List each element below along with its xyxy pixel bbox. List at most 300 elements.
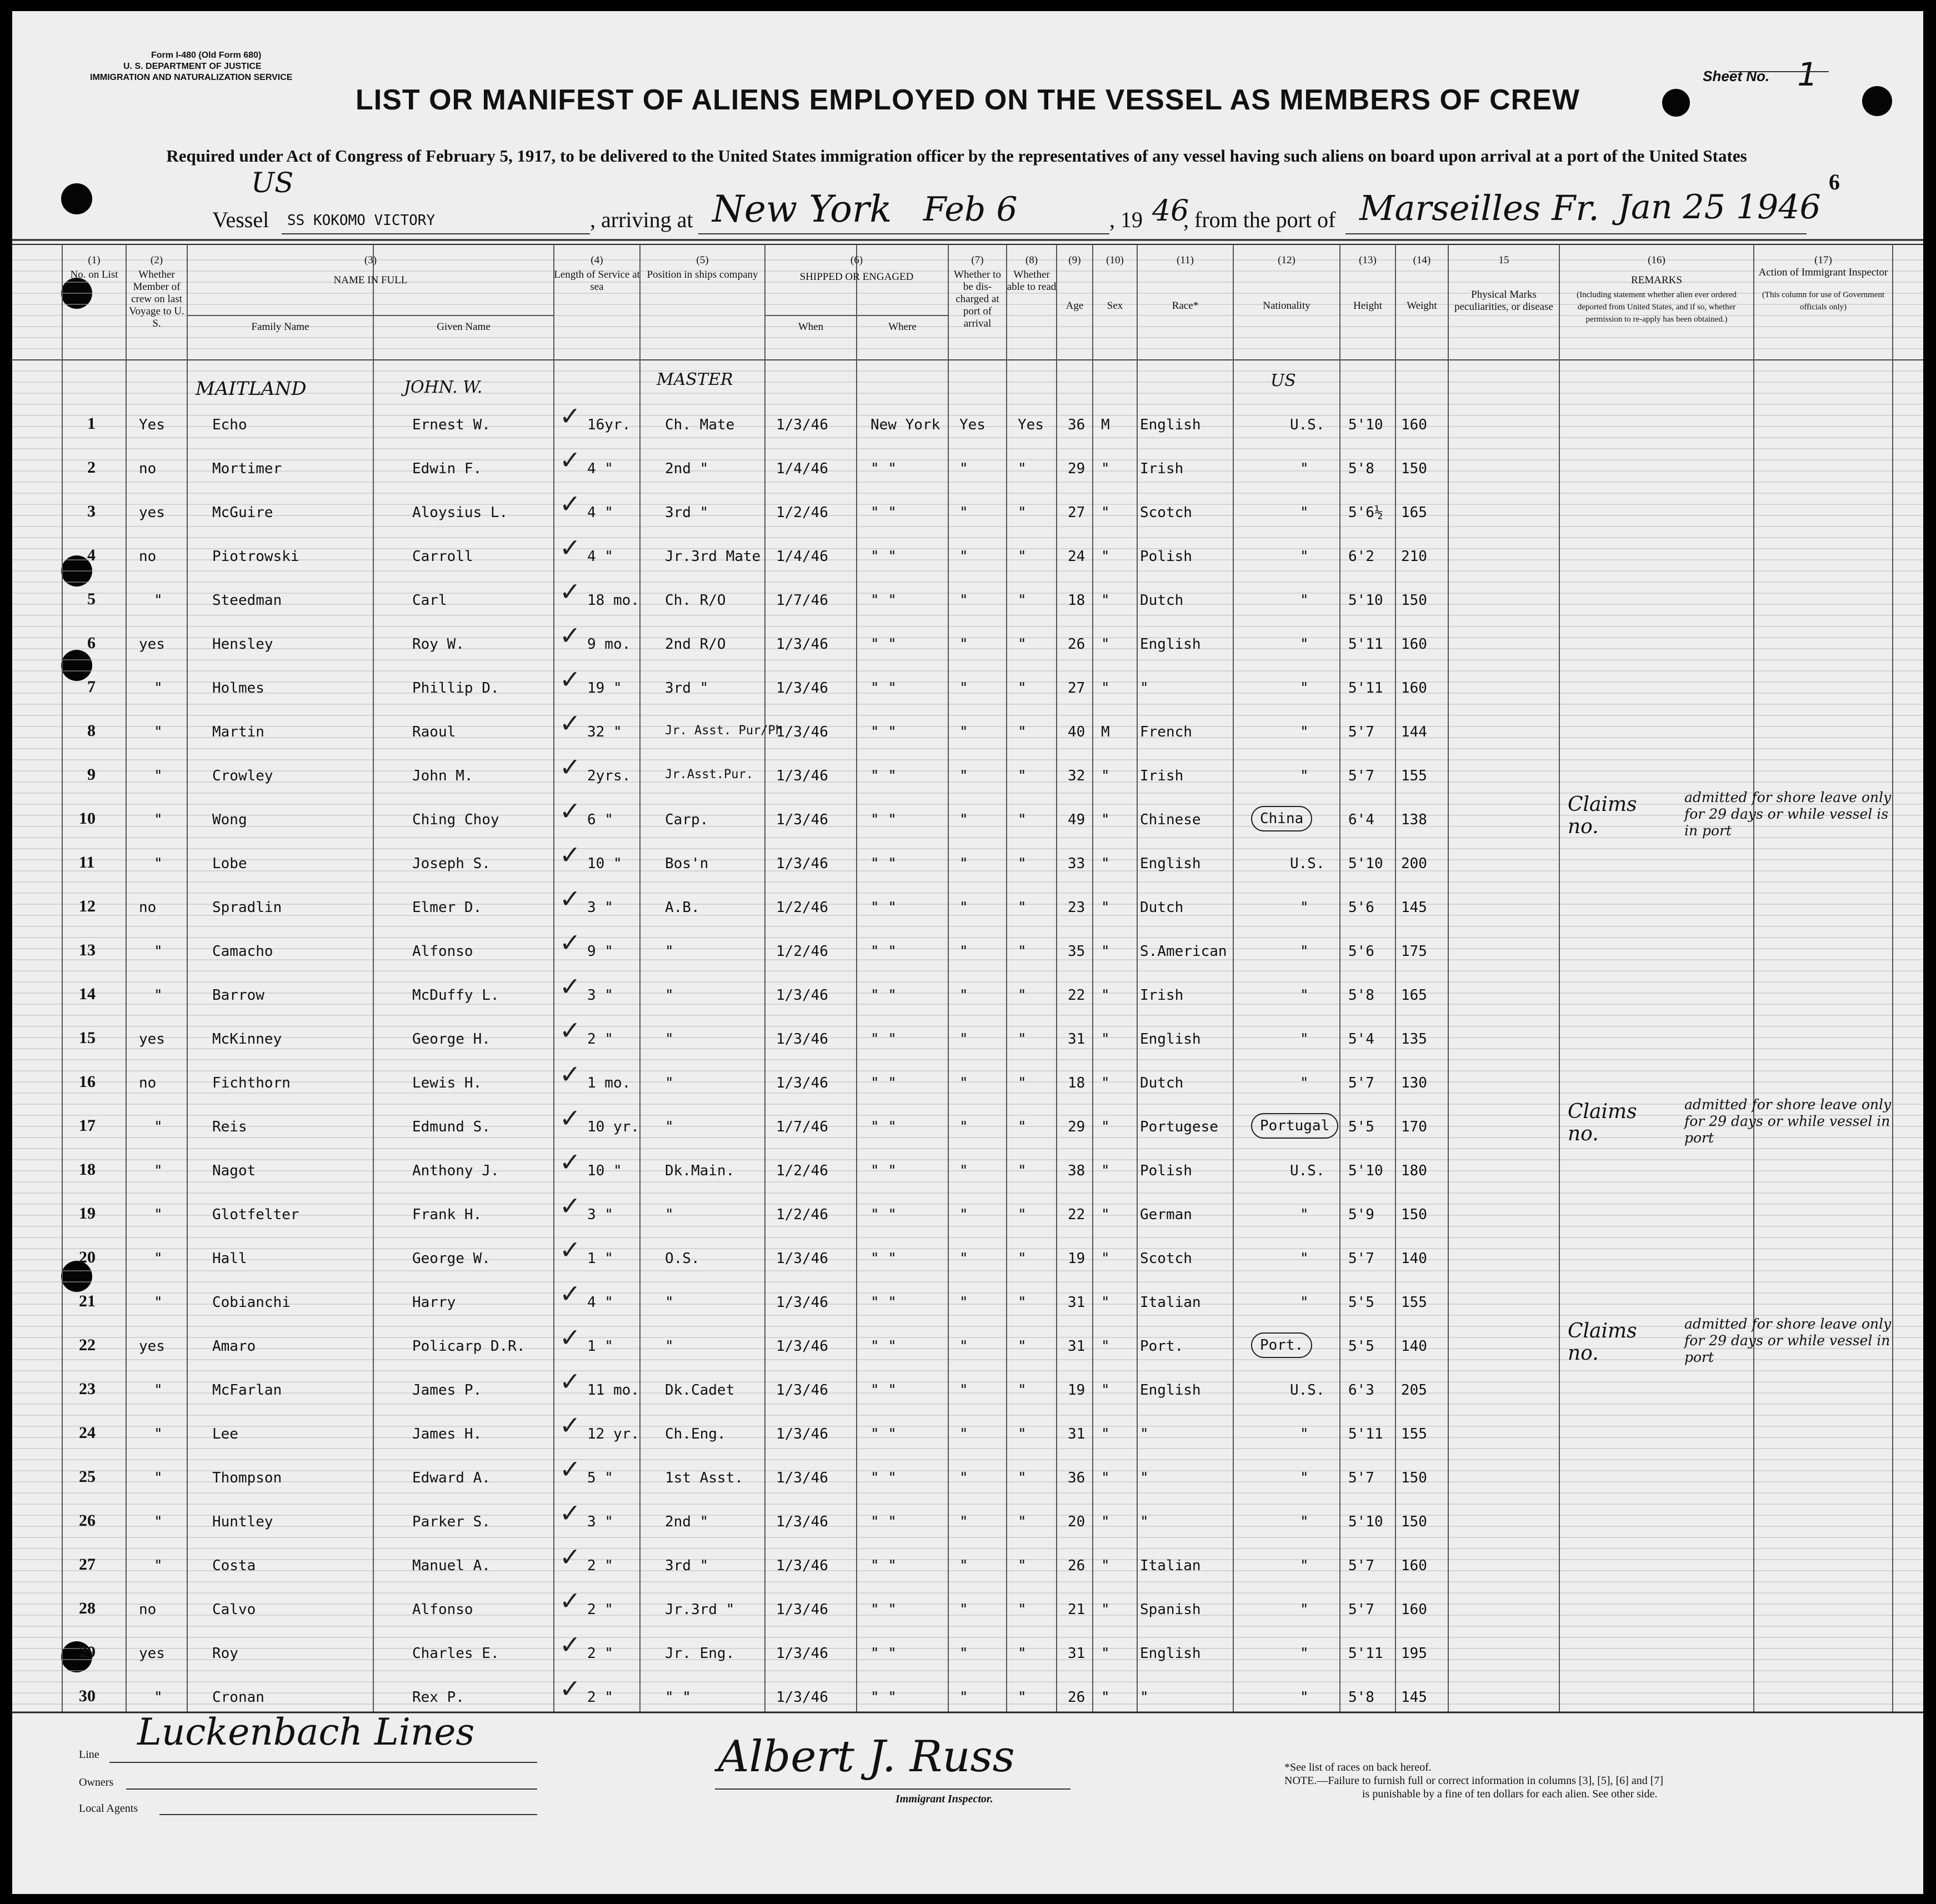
height: 5'7: [1348, 1250, 1374, 1267]
nationality: ": [1300, 943, 1309, 960]
member-last-voyage: ": [154, 592, 163, 609]
given-name: Harry: [412, 1294, 456, 1311]
family-name: Barrow: [212, 987, 264, 1004]
weight: 150: [1401, 592, 1427, 609]
col-age: [1057, 254, 1093, 312]
shipped-when: 1/2/46: [776, 504, 828, 521]
given-name: Edmund S.: [412, 1119, 491, 1135]
line-underline: [109, 1762, 537, 1763]
age: 31: [1068, 1426, 1085, 1442]
races-note: *See list of races on back hereof.: [1284, 1761, 1432, 1773]
shipped-when: 1/4/46: [776, 460, 828, 477]
able-to-read: ": [1018, 1294, 1027, 1311]
family-name: McKinney: [212, 1031, 282, 1048]
position: O.S.: [665, 1250, 700, 1267]
shipped-where: " ": [871, 855, 897, 872]
weight: 144: [1401, 724, 1427, 740]
able-to-read: ": [1018, 1470, 1027, 1486]
height: 5'6: [1348, 899, 1374, 916]
sex: ": [1101, 548, 1110, 565]
shipped-when: 1/3/46: [776, 1338, 828, 1355]
service-length: 1 mo.: [587, 1075, 631, 1091]
member-last-voyage: no: [139, 899, 157, 916]
master-nationality: US: [1270, 371, 1296, 390]
col-height-number: (13): [1359, 254, 1377, 266]
sex: ": [1101, 1294, 1110, 1311]
age: 33: [1068, 855, 1085, 872]
weight: 160: [1401, 1601, 1427, 1618]
age: 36: [1068, 417, 1085, 433]
col-age-label: Age: [1065, 300, 1084, 312]
weight: 210: [1401, 548, 1427, 565]
col-name-in-full: [187, 254, 554, 287]
from-underline: [1345, 233, 1807, 234]
race: English: [1140, 855, 1201, 872]
given-name: Roy W.: [412, 636, 464, 653]
col-height: [1340, 254, 1395, 312]
shipped-when: 1/3/46: [776, 1426, 828, 1442]
height: 5'4: [1348, 1031, 1374, 1048]
service-length: 2 ": [587, 1645, 613, 1662]
from-date: Jan 25 1946: [1618, 188, 1821, 227]
discharged: ": [959, 811, 968, 828]
check-mark-icon: ✓: [559, 664, 581, 694]
family-name: Hall: [212, 1250, 247, 1267]
shipped-when: 1/3/46: [776, 768, 828, 784]
remark-claims: Claims no.: [1568, 1320, 1637, 1365]
nationality: ": [1300, 1645, 1309, 1662]
shipped-where: " ": [871, 987, 897, 1004]
member-last-voyage: no: [139, 548, 157, 565]
remark-claims: Claims no.: [1568, 793, 1637, 838]
race: ": [1140, 1514, 1149, 1530]
race: Polish: [1140, 548, 1192, 565]
col-remarks: [1559, 254, 1754, 287]
row-number: 29: [79, 1643, 96, 1661]
height: 5'7: [1348, 1075, 1374, 1091]
owners-underline: [126, 1788, 537, 1790]
shipped-where: " ": [871, 548, 897, 565]
given-name: Alfonso: [412, 1601, 473, 1618]
vessel-underline: [282, 233, 590, 234]
discharged: ": [959, 1338, 968, 1355]
race: Irish: [1140, 460, 1184, 477]
family-name: Martin: [212, 724, 264, 740]
nationality: ": [1300, 1557, 1309, 1574]
col-no-number: (1): [88, 254, 101, 266]
weight: 155: [1401, 768, 1427, 784]
shipped-when: 1/3/46: [776, 1557, 828, 1574]
able-to-read: ": [1018, 1031, 1027, 1048]
row-number: 13: [79, 941, 96, 959]
able-to-read: ": [1018, 943, 1027, 960]
service-length: 10 yr.: [587, 1119, 639, 1135]
col-length-service-label: Length of Service at sea: [554, 269, 640, 293]
shipped-where: " ": [871, 1470, 897, 1486]
member-last-voyage: ": [154, 1163, 163, 1179]
given-name: Parker S.: [412, 1514, 491, 1530]
nationality: ": [1300, 1250, 1309, 1267]
height: 6'2: [1348, 548, 1374, 565]
legal-requirement: Required under Act of Congress of February 5, 1917, to be delivered to the United States immigration officer by the representatives of any vessel having such aliens on board upon arrival at a port of the United States: [166, 146, 1747, 166]
sex: ": [1101, 1250, 1110, 1267]
nationality: ": [1300, 1689, 1309, 1706]
discharged: ": [959, 636, 968, 653]
given-name: Frank H.: [412, 1206, 482, 1223]
shipped-when: 1/3/46: [776, 417, 828, 433]
nationality: Port.: [1251, 1332, 1312, 1358]
nationality: U.S.: [1290, 1382, 1325, 1399]
height: 5'8: [1348, 987, 1374, 1004]
family-name: Amaro: [212, 1338, 256, 1355]
row-number: 26: [79, 1511, 96, 1530]
shipped-when: 1/3/46: [776, 636, 828, 653]
sex: ": [1101, 1470, 1110, 1486]
position: ": [665, 1294, 674, 1311]
check-mark-icon: ✓: [559, 1410, 581, 1440]
row-number: 3: [87, 502, 96, 520]
member-last-voyage: no: [139, 460, 157, 477]
row-number: 25: [79, 1467, 96, 1486]
col-position-number: (5): [696, 254, 709, 266]
member-last-voyage: ": [154, 1206, 163, 1223]
family-name: Thompson: [212, 1470, 282, 1486]
shipped-when: 1/3/46: [776, 1075, 828, 1091]
master-given-name: JOHN. W.: [404, 378, 483, 397]
discharged: ": [959, 1031, 968, 1048]
weight: 150: [1401, 1470, 1427, 1486]
vessel-label: Vessel: [212, 207, 269, 232]
col-family-name-label: Family Name: [251, 321, 309, 333]
discharged: ": [959, 1119, 968, 1135]
row-number: 28: [79, 1599, 96, 1617]
able-to-read: ": [1018, 1557, 1027, 1574]
discharged: ": [959, 1514, 968, 1530]
discharged: ": [959, 548, 968, 565]
able-to-read: ": [1018, 987, 1027, 1004]
discharged: ": [959, 460, 968, 477]
position: Bos'n: [665, 855, 709, 872]
service-length: 3 ": [587, 1514, 613, 1530]
race: Chinese: [1140, 811, 1201, 828]
service-length: 4 ": [587, 504, 613, 521]
position: 2nd ": [665, 460, 709, 477]
given-name: James H.: [412, 1426, 482, 1442]
age: 26: [1068, 636, 1085, 653]
member-last-voyage: ": [154, 724, 163, 740]
row-number: 30: [79, 1687, 96, 1705]
col-given-name: [373, 321, 554, 333]
age: 40: [1068, 724, 1085, 740]
sex: ": [1101, 1206, 1110, 1223]
age: 19: [1068, 1382, 1085, 1399]
family-name: Cronan: [212, 1689, 264, 1706]
age: 27: [1068, 680, 1085, 697]
member-last-voyage: ": [154, 1250, 163, 1267]
weight: 150: [1401, 1514, 1427, 1530]
member-last-voyage: ": [154, 1514, 163, 1530]
remark-claims: Claims no.: [1568, 1100, 1637, 1145]
check-mark-icon: ✓: [559, 1586, 581, 1616]
nationality: ": [1300, 899, 1309, 916]
check-mark-icon: ✓: [559, 577, 581, 607]
col-length-service: [554, 254, 640, 293]
weight: 145: [1401, 1689, 1427, 1706]
col-age-number: (9): [1068, 254, 1081, 266]
nationality: U.S.: [1290, 855, 1325, 872]
age: 22: [1068, 1206, 1085, 1223]
position: ": [665, 987, 674, 1004]
position: A.B.: [665, 899, 700, 916]
age: 19: [1068, 1250, 1085, 1267]
position: 3rd ": [665, 504, 709, 521]
family-name: Crowley: [212, 768, 273, 784]
discharged: ": [959, 1382, 968, 1399]
row-number: 9: [87, 765, 96, 784]
race: S.American: [1140, 943, 1227, 960]
family-name: Spradlin: [212, 899, 282, 916]
given-name: Elmer D.: [412, 899, 482, 916]
check-mark-icon: ✓: [559, 752, 581, 782]
sex: ": [1101, 1119, 1110, 1135]
weight: 160: [1401, 1557, 1427, 1574]
service-length: 16yr.: [587, 417, 631, 433]
col-race-label: Race*: [1172, 300, 1199, 312]
family-name: Roy: [212, 1645, 238, 1662]
race: Scotch: [1140, 504, 1192, 521]
position: Dk.Main.: [665, 1163, 735, 1179]
given-name: Raoul: [412, 724, 456, 740]
shipped-where: " ": [871, 1557, 897, 1574]
page-number: 6: [1829, 169, 1840, 194]
height: 5'7: [1348, 768, 1374, 784]
check-mark-icon: ✓: [559, 1673, 581, 1703]
shipped-where: " ": [871, 1382, 897, 1399]
height: 5'6: [1348, 943, 1374, 960]
col-race: [1137, 254, 1233, 312]
position: Jr.Asst.Pur.: [665, 768, 753, 781]
race: English: [1140, 636, 1201, 653]
crew-table: [12, 238, 1923, 1723]
member-last-voyage: no: [139, 1601, 157, 1618]
nationality: ": [1300, 1601, 1309, 1618]
service-length: 1 ": [587, 1250, 613, 1267]
discharged: ": [959, 943, 968, 960]
col-given-name-label: Given Name: [437, 321, 491, 333]
shipped-when: 1/7/46: [776, 592, 828, 609]
discharged: ": [959, 1426, 968, 1442]
given-name: Policarp D.R.: [412, 1338, 526, 1355]
height: 5'8: [1348, 1689, 1374, 1706]
position: Jr.3rd Mate: [665, 548, 761, 565]
check-mark-icon: ✓: [559, 884, 581, 914]
height: 5'11: [1348, 636, 1383, 653]
service-length: 2 ": [587, 1031, 613, 1048]
shipped-when: 1/3/46: [776, 1382, 828, 1399]
race: Scotch: [1140, 1250, 1192, 1267]
position: Carp.: [665, 811, 709, 828]
col-no-label: No. on List: [70, 269, 118, 280]
race: ": [1140, 1689, 1149, 1706]
row-number: 23: [79, 1380, 96, 1398]
family-name: Steedman: [212, 592, 282, 609]
nationality: China: [1251, 806, 1312, 831]
shipped-where: " ": [871, 1689, 897, 1706]
member-last-voyage: Yes: [139, 417, 165, 433]
sex: ": [1101, 1382, 1110, 1399]
member-last-voyage: ": [154, 1294, 163, 1311]
nationality: ": [1300, 1206, 1309, 1223]
check-mark-icon: ✓: [559, 1454, 581, 1484]
shipped-where: " ": [871, 1601, 897, 1618]
weight: 145: [1401, 899, 1427, 916]
given-name: McDuffy L.: [412, 987, 499, 1004]
able-to-read: Yes: [1018, 417, 1044, 433]
discharged: ": [959, 1601, 968, 1618]
shipped-where: " ": [871, 943, 897, 960]
able-to-read: ": [1018, 680, 1027, 697]
family-name: Echo: [212, 417, 247, 433]
weight: 200: [1401, 855, 1427, 872]
row-number: 2: [87, 458, 96, 477]
agents-label: Local Agents: [79, 1802, 138, 1815]
nationality: Portugal: [1251, 1113, 1338, 1139]
service-length: 11 mo.: [587, 1382, 639, 1399]
master-family-name: MAITLAND: [196, 378, 307, 400]
col-inspector-note-label: (This column for use of Government officials only): [1762, 290, 1885, 312]
nationality: ": [1300, 987, 1309, 1004]
col-family-name: [187, 321, 373, 333]
shipped-where: " ": [871, 1163, 897, 1179]
discharged: ": [959, 1250, 968, 1267]
given-name: Anthony J.: [412, 1163, 499, 1179]
height: 5'10: [1348, 855, 1383, 872]
signature-underline: [715, 1788, 1070, 1790]
family-name: Lobe: [212, 855, 247, 872]
row-number: 24: [79, 1424, 96, 1442]
agents-underline: [159, 1814, 537, 1815]
able-to-read: ": [1018, 592, 1027, 609]
row-number: 14: [79, 985, 96, 1003]
discharged: ": [959, 724, 968, 740]
col-inspector-action: [1754, 254, 1893, 279]
nationality: ": [1300, 1294, 1309, 1311]
nationality: U.S.: [1290, 1163, 1325, 1179]
race: Italian: [1140, 1557, 1201, 1574]
arriving-date: Feb 6: [923, 190, 1018, 229]
col-height-label: Height: [1353, 300, 1382, 312]
col-shipped-engaged-number: (6): [850, 254, 863, 266]
shipped-where: " ": [871, 724, 897, 740]
race: French: [1140, 724, 1192, 740]
col-position-label: Position in ships company: [647, 269, 758, 280]
shipped-when: 1/3/46: [776, 855, 828, 872]
col-nationality-number: (12): [1278, 254, 1295, 266]
col-able-to-read: [1007, 254, 1057, 293]
member-last-voyage: ": [154, 1557, 163, 1574]
able-to-read: ": [1018, 899, 1027, 916]
given-name: Manuel A.: [412, 1557, 491, 1574]
shipped-when: 1/3/46: [776, 1689, 828, 1706]
family-name: Huntley: [212, 1514, 273, 1530]
member-last-voyage: ": [154, 811, 163, 828]
nationality: ": [1300, 680, 1309, 697]
row-number: 12: [79, 897, 96, 915]
shipped-when: 1/3/46: [776, 1294, 828, 1311]
nationality: ": [1300, 592, 1309, 609]
col-discharged-label: Whether to be dis-charged at port of arrival: [954, 269, 1001, 329]
check-mark-icon: ✓: [559, 928, 581, 958]
vessel-hand-prefix: US: [251, 167, 294, 199]
nationality: ": [1300, 548, 1309, 565]
given-name: Ernest W.: [412, 417, 491, 433]
inspector-action: admitted for shore leave only for 29 days or while vessel in port: [1684, 1316, 1892, 1365]
age: 20: [1068, 1514, 1085, 1530]
row-number: 10: [79, 809, 96, 828]
col-member-last-voyage: [126, 254, 187, 330]
inspector-label: Immigrant Inspector.: [896, 1793, 993, 1805]
department: U. S. DEPARTMENT OF JUSTICE: [123, 62, 262, 71]
shipped-where: " ": [871, 1294, 897, 1311]
check-mark-icon: ✓: [559, 1630, 581, 1660]
col-race-number: (11): [1177, 254, 1194, 266]
position: 3rd ": [665, 1557, 709, 1574]
discharged: ": [959, 768, 968, 784]
family-name: Hensley: [212, 636, 273, 653]
col-remarks-number: (16): [1648, 254, 1665, 266]
race: Spanish: [1140, 1601, 1201, 1618]
col-sex-label: Sex: [1107, 300, 1123, 312]
service-length: 9 mo.: [587, 636, 631, 653]
sex: ": [1101, 987, 1110, 1004]
member-last-voyage: yes: [139, 636, 165, 653]
member-last-voyage: yes: [139, 1645, 165, 1662]
check-mark-icon: ✓: [559, 1366, 581, 1396]
manifest-title: LIST OR MANIFEST OF ALIENS EMPLOYED ON THE VESSEL AS MEMBERS OF CREW: [356, 84, 1580, 116]
sex: ": [1101, 1689, 1110, 1706]
height: 5'10: [1348, 1514, 1383, 1530]
race: Dutch: [1140, 1075, 1184, 1091]
service-length: 4 ": [587, 460, 613, 477]
service-length: 10 ": [587, 1163, 622, 1179]
nationality: U.S.: [1290, 417, 1325, 433]
col-inspector-action-number: (17): [1814, 254, 1832, 266]
row-number: 8: [87, 721, 96, 740]
sex: ": [1101, 504, 1110, 521]
service-length: 2yrs.: [587, 768, 631, 784]
height: 5'5: [1348, 1338, 1374, 1355]
able-to-read: ": [1018, 548, 1027, 565]
row-number: 5: [87, 590, 96, 608]
service-length: 9 ": [587, 943, 613, 960]
row-number: 27: [79, 1555, 96, 1574]
vessel-row: [212, 207, 269, 233]
sex: ": [1101, 1514, 1110, 1530]
sex: M: [1101, 724, 1110, 740]
nationality: ": [1300, 1031, 1309, 1048]
family-name: Lee: [212, 1426, 238, 1442]
check-mark-icon: ✓: [559, 620, 581, 650]
able-to-read: ": [1018, 811, 1027, 828]
sex: M: [1101, 417, 1110, 433]
check-mark-icon: ✓: [559, 1279, 581, 1309]
row-number: 11: [79, 853, 95, 871]
able-to-read: ": [1018, 1075, 1027, 1091]
sheet-underline: [1729, 71, 1829, 72]
col-remarks-note-label: (Including statement whether alien ever ordered deported from United States, and if so, whether permission to re-apply has been obtained.): [1577, 290, 1737, 324]
position: 2nd R/O: [665, 636, 726, 653]
discharged: ": [959, 592, 968, 609]
